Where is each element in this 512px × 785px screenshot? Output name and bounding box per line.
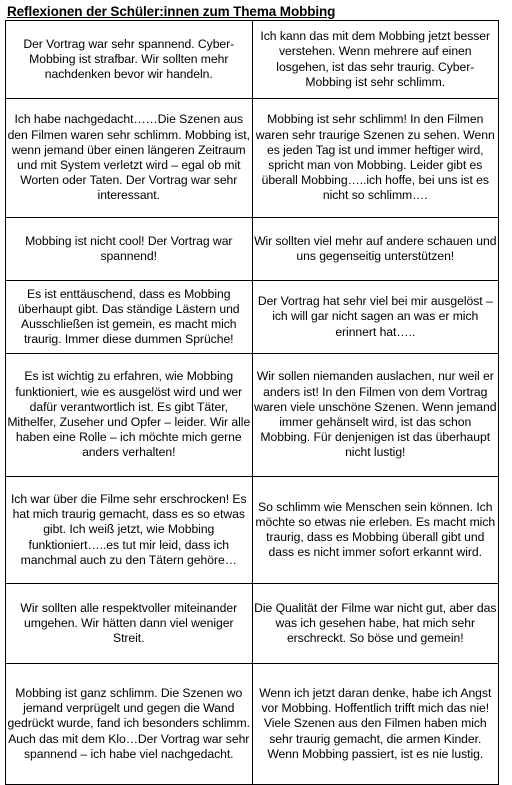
reflection-cell: Es ist wichtig zu erfahren, wie Mobbing funktioniert, wie es ausgelöst wird und wer dafür verantwortlich ist. Es gibt Täter, Mithelfer, Zuseher und Opfer – leider. Wir alle haben eine Rolle – ich möchte mich gerne anders verhalten! <box>6 354 253 477</box>
reflection-cell: Wenn ich jetzt daran denke, habe ich Angst vor Mobbing. Hoffentlich trifft mich das nie! Viele Szenen aus den Filmen haben mich sehr traurig gemacht, die armen Kinder. Wenn Mobbing passiert, ist es nie lustig. <box>252 664 499 785</box>
reflection-cell: Mobbing ist nicht cool! Der Vortrag war spannend! <box>6 218 253 281</box>
reflection-cell: Der Vortrag hat sehr viel bei mir ausgelöst – ich will gar nicht sagen an was er mich erinnert hat….. <box>252 281 499 354</box>
reflection-cell: Der Vortrag war sehr spannend. Cyber-Mobbing ist strafbar. Wir sollten mehr nachdenken bevor wir handeln. <box>6 21 253 99</box>
reflection-cell: Die Qualität der Filme war nicht gut, aber das was ich gesehen habe, hat mich sehr erschreckt. So böse und gemein! <box>252 584 499 664</box>
reflection-cell: Mobbing ist ganz schlimm. Die Szenen wo jemand verprügelt und gegen die Wand gedrückt wurde, fand ich besonders schlimm. Auch das mit dem Klo…Der Vortrag war sehr spannend – ich habe viel nachgedacht. <box>6 664 253 785</box>
table-row <box>6 664 499 785</box>
reflection-cell: Wir sollten alle respektvoller miteinander umgehen. Wir hätten dann viel weniger Streit. <box>6 584 253 664</box>
reflection-cell: Ich war über die Filme sehr erschrocken! Es hat mich traurig gemacht, dass es so etwas gibt. Ich weiß jetzt, wie Mobbing funktioniert…..es tut mir leid, dass ich manchmal auch zu den Tätern gehöre… <box>6 477 253 584</box>
table-row <box>6 584 499 664</box>
reflection-cell: Wir sollten viel mehr auf andere schauen und uns gegenseitig unterstützen! <box>252 218 499 281</box>
document-title: Reflexionen der Schüler:innen zum Thema Mobbing <box>7 4 336 19</box>
reflection-cell: Ich habe nachgedacht……Die Szenen aus den Filmen waren sehr schlimm. Mobbing ist, wenn jemand über einen längeren Zeitraum und mit System verletzt wird – egal ob mit Worten oder Taten. Der Vortrag war sehr interessant. <box>6 99 253 218</box>
table-row <box>6 281 499 354</box>
table-row <box>6 354 499 477</box>
table-row <box>6 218 499 281</box>
reflection-cell: Es ist enttäuschend, dass es Mobbing überhaupt gibt. Das ständige Lästern und Ausschließen ist gemein, es macht mich traurig. Immer diese dummen Sprüche! <box>6 281 253 354</box>
table-row <box>6 99 499 218</box>
table-row <box>6 477 499 584</box>
reflection-cell: Mobbing ist sehr schlimm! In den Filmen waren sehr traurige Szenen zu sehen. Wenn es jeden Tag ist und immer heftiger wird, spricht man von Mobbing. Leider gibt es überall Mobbing…..ich hoffe, bei uns ist es nicht so schlimm…. <box>252 99 499 218</box>
table-row <box>6 21 499 99</box>
reflection-cell: Wir sollen niemanden auslachen, nur weil er anders ist! In den Filmen von dem Vortrag waren viele unschöne Szenen. Wenn jemand immer gehänselt wird, ist das schon Mobbing. Für denjenigen ist das überhaupt nicht lustig! <box>252 354 499 477</box>
reflections-table <box>5 20 499 785</box>
reflection-cell: Ich kann das mit dem Mobbing jetzt besser verstehen. Wenn mehrere auf einen losgehen, ist das sehr traurig. Cyber-Mobbing ist sehr schlimm. <box>252 21 499 99</box>
reflection-cell: So schlimm wie Menschen sein können. Ich möchte so etwas nie erleben. Es macht mich traurig, dass es Mobbing überall gibt und dass es nicht immer sofort erkannt wird. <box>252 477 499 584</box>
